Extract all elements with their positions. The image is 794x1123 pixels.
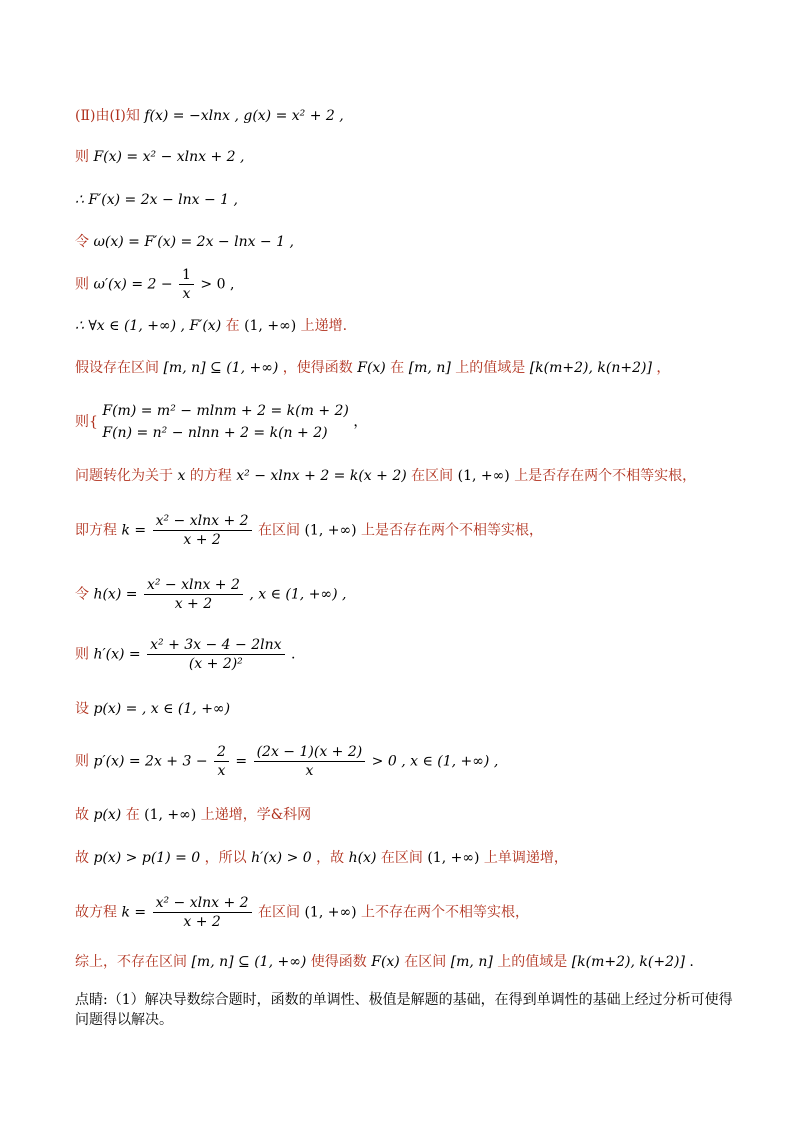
- line-5-fraction: [179, 266, 194, 303]
- line-7-text4: 上的值域是: [455, 360, 526, 376]
- line-16-math1: p(x) > p(1) = 0: [93, 850, 201, 866]
- line-5-post: > 0 ,: [200, 276, 235, 293]
- line-14-denominator-2: x: [305, 763, 314, 779]
- line-12-label: 则: [75, 646, 89, 663]
- line-7-text2: ，使得函数: [282, 360, 353, 376]
- line-1: [75, 106, 344, 126]
- line-12-fraction: [147, 636, 284, 673]
- line-7-text3: 在: [390, 360, 405, 376]
- line-13-math: p(x) = , x ∈ (1, +∞): [93, 701, 231, 717]
- line-17: [75, 894, 529, 931]
- line-1-math: f(x) = −xlnx , g(x) = x² + 2 ,: [144, 108, 344, 124]
- line-10-text1: 在区间: [258, 522, 300, 539]
- line-12-denominator: (x + 2)²: [188, 656, 243, 672]
- line-5-label: 则: [75, 276, 89, 293]
- line-18-end: .: [689, 954, 694, 970]
- line-9-eq: x² − xlnx + 2 = k(x + 2): [236, 468, 407, 484]
- line-16-text1: ，所以: [204, 850, 247, 866]
- line-7-text1: 假设存在区间: [75, 360, 159, 376]
- line-13-label: 设: [75, 701, 89, 717]
- line-12-post: .: [290, 646, 296, 663]
- line-15-label: 故: [75, 807, 89, 823]
- line-14-denominator-1: x: [217, 763, 226, 779]
- line-15: [75, 805, 311, 825]
- line-18-text1: 综上，不存在区间: [75, 954, 187, 970]
- line-9-range: (1, +∞): [457, 468, 510, 484]
- line-8-label: 则{: [75, 414, 98, 430]
- line-11: [75, 576, 346, 613]
- line-6-mid: 在: [225, 318, 240, 334]
- line-17-text2: 上不存在两个不相等实根，: [361, 904, 530, 921]
- line-10-label: 即方程: [75, 522, 117, 539]
- line-7-end: ，: [656, 360, 671, 376]
- line-10-range: (1, +∞): [304, 522, 357, 539]
- line-5-pre: ω′(x) = 2 −: [93, 276, 173, 293]
- line-9-text3: 在区间: [411, 468, 454, 484]
- line-9-text2: 的方程: [189, 468, 232, 484]
- line-7-set: [m, n] ⊆ (1, +∞): [163, 360, 279, 376]
- line-10-fraction: [153, 512, 252, 549]
- line-11-denominator: x + 2: [174, 596, 213, 612]
- line-5-numerator: 1: [179, 266, 194, 285]
- line-14-post: > 0 , x ∈ (1, +∞) ,: [371, 753, 499, 770]
- line-18: [75, 952, 694, 972]
- line-18-F: F(x): [371, 954, 400, 970]
- line-10-pre: k =: [121, 522, 147, 539]
- line-6-end: 上递增.: [300, 318, 348, 334]
- line-11-label: 令: [75, 586, 89, 603]
- line-12-numerator: x² + 3x − 4 − 2lnx: [147, 636, 284, 655]
- line-9: [75, 466, 696, 486]
- line-8-end: ，: [353, 414, 368, 430]
- line-16-math2: h′(x) > 0: [251, 850, 312, 866]
- line-7-mn: [m, n]: [408, 360, 451, 376]
- line-5-denominator: x: [182, 286, 191, 302]
- line-17-label: 故方程: [75, 904, 117, 921]
- line-17-denominator: x + 2: [183, 914, 221, 930]
- line-17-numerator: x² − xlnx + 2: [153, 894, 252, 913]
- line-3-math: ∴ F′(x) = 2x − lnx − 1 ,: [75, 192, 238, 208]
- line-16-text2: ，故: [316, 850, 345, 866]
- line-4-math: ω(x) = F′(x) = 2x − lnx − 1 ,: [93, 234, 294, 250]
- line-15-range: (1, +∞): [144, 807, 197, 823]
- line-8-eq2: F(n) = n² − nlnn + 2 = k(n + 2): [102, 425, 328, 441]
- line-10: [75, 512, 543, 549]
- line-18-mn: [m, n]: [450, 954, 493, 970]
- line-14-label: 则: [75, 753, 89, 770]
- line-16-text4: 上单调递增，: [483, 850, 568, 866]
- line-7: [75, 358, 670, 378]
- line-12-pre: h′(x) =: [93, 646, 141, 663]
- line-18-range: [k(m+2), k(+2)]: [571, 954, 685, 970]
- line-9-x: x: [177, 468, 186, 484]
- line-14-fraction-2: [254, 743, 366, 780]
- line-14-pre: p′(x) = 2x + 3 −: [93, 753, 208, 770]
- line-14-numerator-1: 2: [214, 743, 229, 762]
- line-13: [75, 699, 230, 719]
- line-18-set: [m, n] ⊆ (1, +∞): [191, 954, 307, 970]
- line-6-range: (1, +∞): [244, 318, 297, 334]
- line-16-math3: h(x): [348, 850, 377, 866]
- line-10-denominator: x + 2: [183, 532, 221, 548]
- line-2-math: F(x) = x² − xlnx + 2 ,: [93, 149, 245, 165]
- line-18-text4: 上的值域是: [497, 954, 568, 970]
- line-9-text1: 问题转化为关于: [75, 468, 173, 484]
- line-4-label: 令: [75, 234, 89, 250]
- line-4: [75, 232, 294, 252]
- line-15-text2: 上递增，学&科网: [200, 807, 312, 823]
- line-14-mid: =: [235, 753, 248, 770]
- line-8-system: [102, 400, 349, 444]
- line-10-numerator: x² − xlnx + 2: [153, 512, 252, 531]
- line-8-eq1: F(m) = m² − mlnm + 2 = k(m + 2): [102, 403, 349, 419]
- line-6: [75, 316, 347, 336]
- line-17-pre: k =: [121, 904, 147, 921]
- line-15-math: p(x): [93, 807, 122, 823]
- line-11-post: , x ∈ (1, +∞) ,: [249, 586, 347, 603]
- line-17-text1: 在区间: [258, 904, 300, 921]
- line-2-label: 则: [75, 149, 89, 165]
- line-5: [75, 266, 234, 303]
- line-9-text4: 上是否存在两个不相等实根，: [514, 468, 697, 484]
- note-paragraph: 点睛:（1）解决导数综合题时，函数的单调性、极值是解题的基础，在得到单调性的基础上经过分析可使得问题得以解决。: [75, 992, 733, 1028]
- line-16-label: 故: [75, 850, 89, 866]
- line-2: [75, 147, 244, 167]
- line-14-fraction-1: [214, 743, 229, 780]
- line-11-pre: h(x) =: [93, 586, 138, 603]
- line-8: [75, 400, 367, 444]
- line-7-F: F(x): [357, 360, 386, 376]
- line-3: [75, 190, 238, 210]
- line-16-range: (1, +∞): [427, 850, 480, 866]
- line-10-text2: 上是否存在两个不相等实根，: [361, 522, 544, 539]
- line-17-fraction: [153, 894, 252, 931]
- line-18-text3: 在区间: [404, 954, 447, 970]
- line-14: [75, 743, 498, 780]
- line-7-range: [k(m+2), k(n+2)]: [529, 360, 652, 376]
- line-11-numerator: x² − xlnx + 2: [144, 576, 243, 595]
- line-14-numerator-2: (2x − 1)(x + 2): [254, 743, 366, 762]
- line-18-text2: 使得函数: [310, 954, 367, 970]
- line-6-math: ∴ ∀x ∈ (1, +∞) , F′(x): [75, 318, 222, 334]
- line-15-text1: 在: [125, 807, 140, 823]
- line-17-range: (1, +∞): [304, 904, 357, 921]
- line-1-label: (Ⅱ)由(Ⅰ)知: [75, 108, 140, 124]
- line-16: [75, 848, 568, 868]
- line-16-text3: 在区间: [380, 850, 423, 866]
- line-12: [75, 636, 295, 673]
- line-11-fraction: [144, 576, 243, 613]
